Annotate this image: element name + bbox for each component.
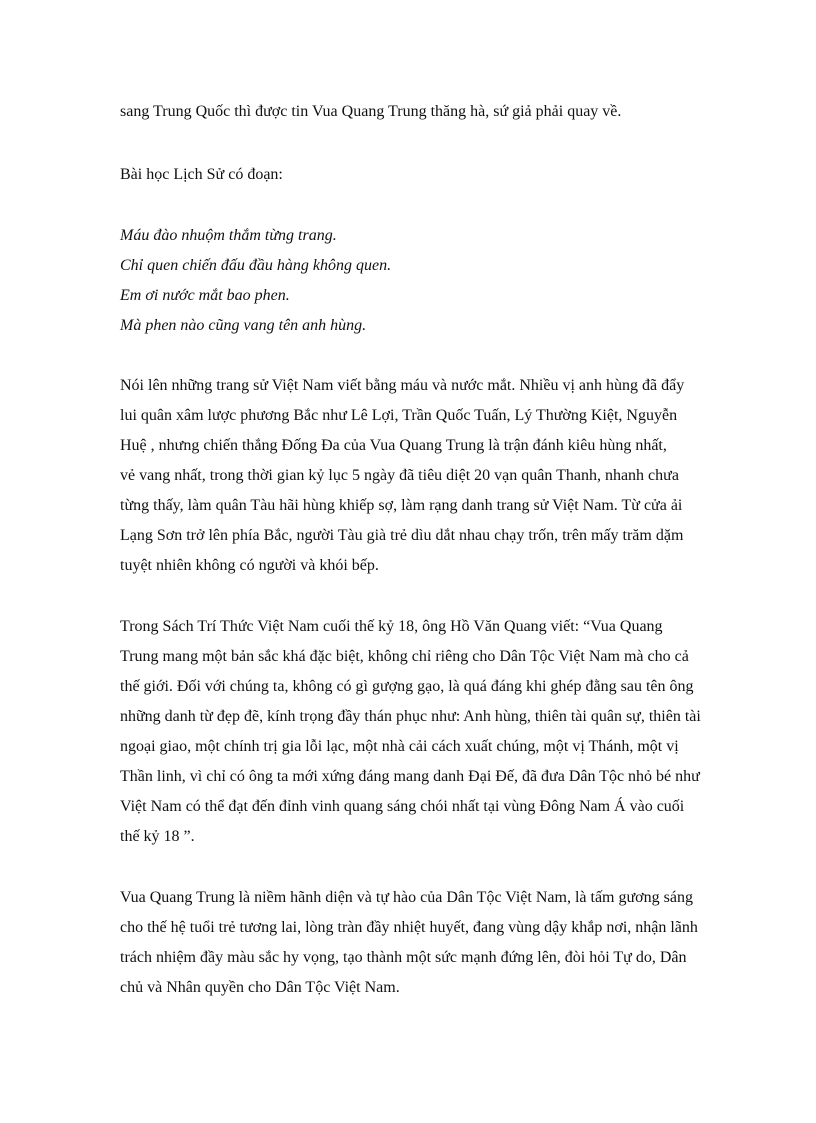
paragraph-line: Trong Sách Trí Thức Việt Nam cuối thế kỷ 18, ông Hồ Văn Quang viết: “Vua Quang — [120, 618, 663, 635]
paragraph-line: lui quân xâm lược phương Bắc như Lê Lợi, Trần Quốc Tuấn, Lý Thường Kiệt, Nguyễn — [120, 407, 678, 424]
paragraph-line: thế giới. Đối với chúng ta, không có gì gượng gạo, là quá đáng khi ghép đằng sau tên ông — [120, 678, 694, 695]
paragraph-line: cho thế hệ tuổi trẻ tương lai, lòng tràn đầy nhiệt huyết, đang vùng dậy khắp nơi, nhận lãnh — [120, 919, 698, 936]
intro-line: sang Trung Quốc thì được tin Vua Quang Trung thăng hà, sứ giả phải quay về. — [120, 103, 622, 120]
paragraph-line: ngoại giao, một chính trị gia lỗi lạc, một nhà cải cách xuất chúng, một vị Thánh, một vị — [120, 738, 679, 755]
paragraph-line: Trung mang một bản sắc khá đặc biệt, không chỉ riêng cho Dân Tộc Việt Nam mà cho cả — [120, 648, 689, 665]
poem-line: Mà phen nào cũng vang tên anh hùng. — [120, 317, 367, 334]
poem-line: Em ơi nước mắt bao phen. — [120, 287, 290, 304]
paragraph-line: tuyệt nhiên không có người và khói bếp. — [120, 557, 379, 574]
paragraph-line: chủ và Nhân quyền cho Dân Tộc Việt Nam. — [120, 979, 400, 996]
lesson-intro: Bài học Lịch Sử có đoạn: — [120, 166, 283, 183]
paragraph-line: vẻ vang nhất, trong thời gian kỷ lục 5 ngày đã tiêu diệt 20 vạn quân Thanh, nhanh chưa — [120, 467, 679, 484]
paragraph-line: Lạng Sơn trở lên phía Bắc, người Tàu già trẻ dìu dắt nhau chạy trốn, trên mấy trăm dặm — [120, 527, 684, 544]
paragraph-line: từng thấy, làm quân Tàu hãi hùng khiếp sợ, làm rạng danh trang sử Việt Nam. Từ cửa ải — [120, 497, 683, 514]
paragraph-line: thế kỷ 18 ”. — [120, 828, 195, 845]
paragraph-line: những danh từ đẹp đẽ, kính trọng đầy thán phục như: Anh hùng, thiên tài quân sự, thiên tài — [120, 708, 701, 725]
paragraph-line: trách nhiệm đầy màu sắc hy vọng, tạo thành một sức mạnh đứng lên, đòi hỏi Tự do, Dân — [120, 949, 687, 966]
paragraph-line: Thần linh, vì chỉ có ông ta mới xứng đáng mang danh Đại Đế, đã đưa Dân Tộc nhỏ bé như — [120, 768, 700, 785]
paragraph-line: Nói lên những trang sử Việt Nam viết bằng máu và nước mắt. Nhiều vị anh hùng đã đẩy — [120, 377, 685, 394]
poem-line: Chỉ quen chiến đấu đầu hàng không quen. — [120, 257, 392, 274]
poem-line: Máu đào nhuộm thắm từng trang. — [120, 227, 337, 244]
paragraph-line: Vua Quang Trung là niềm hãnh diện và tự hào của Dân Tộc Việt Nam, là tấm gương sáng — [120, 889, 693, 906]
paragraph-line: Huệ , nhưng chiến thắng Đống Đa của Vua Quang Trung là trận đánh kiêu hùng nhất, — [120, 437, 667, 454]
paragraph-line: Việt Nam có thể đạt đến đỉnh vinh quang sáng chói nhất tại vùng Đông Nam Á vào cuối — [120, 798, 685, 815]
